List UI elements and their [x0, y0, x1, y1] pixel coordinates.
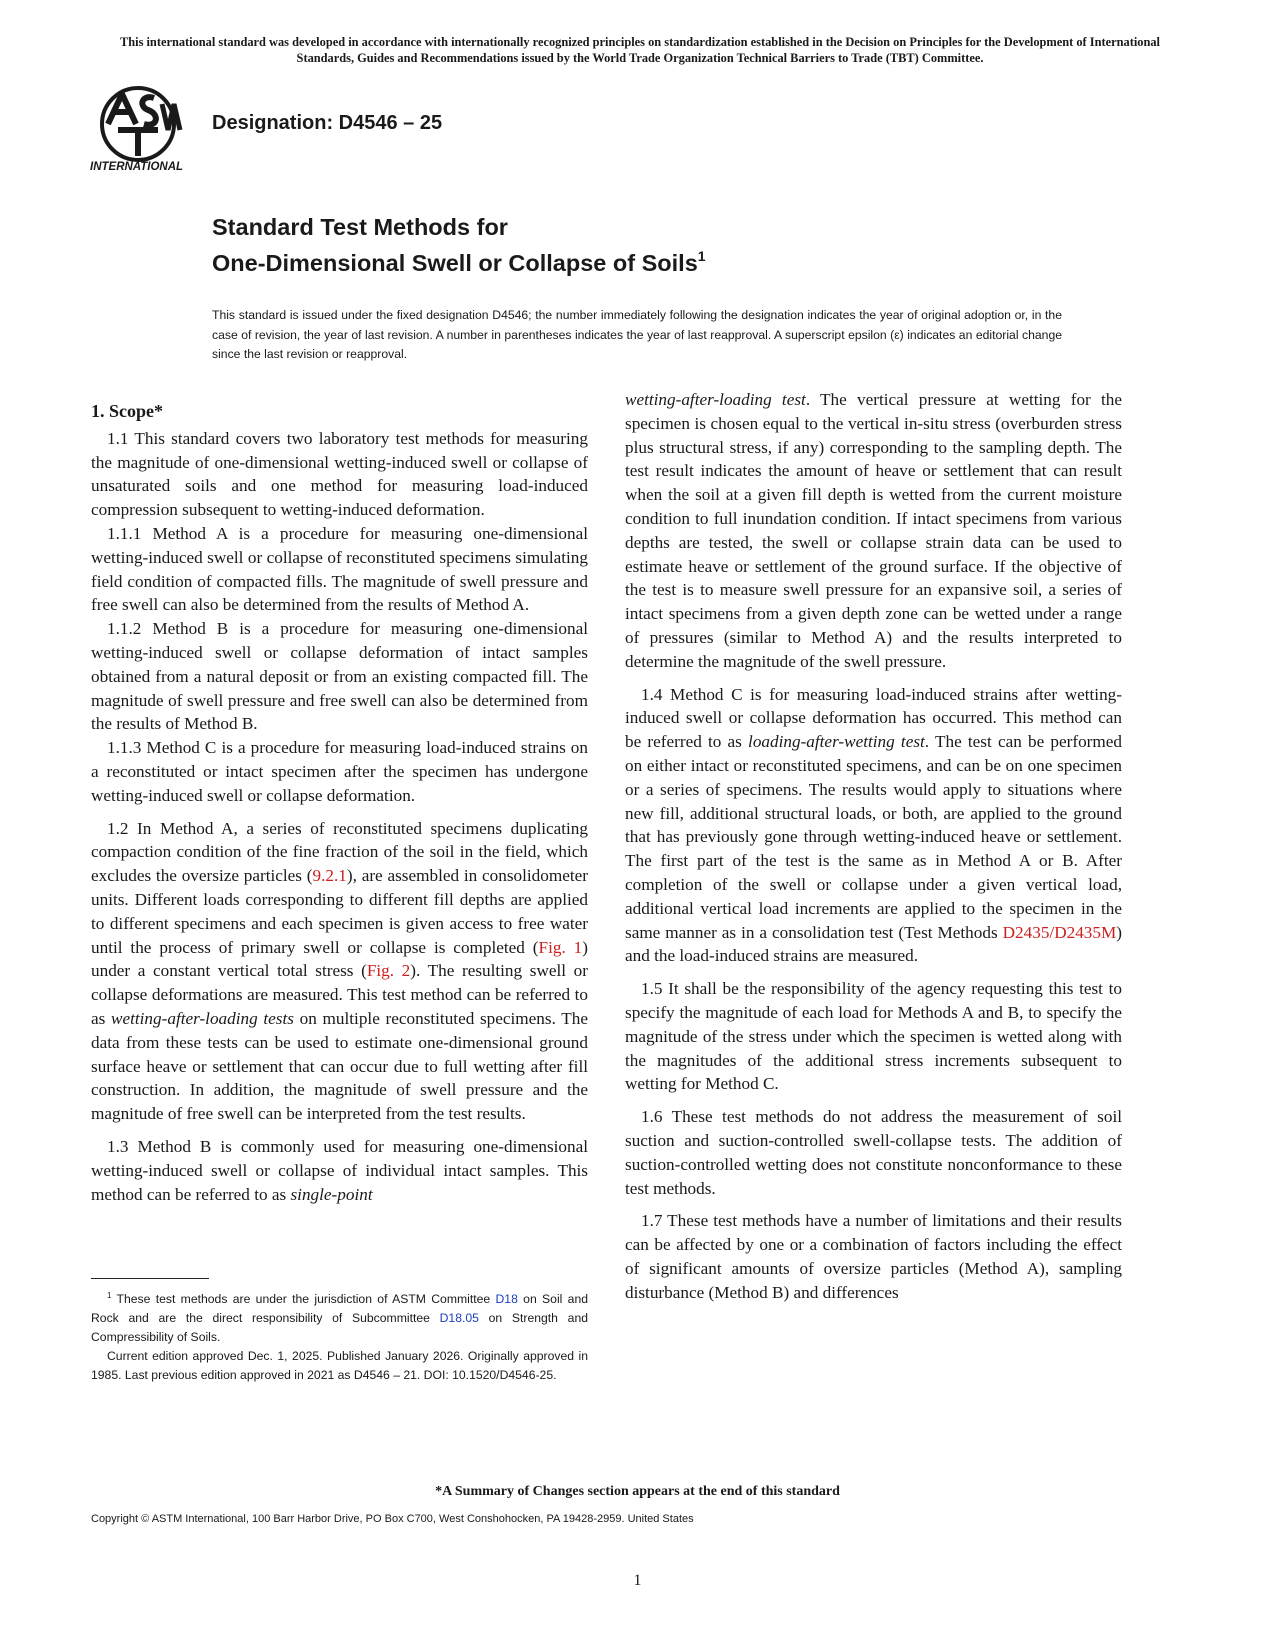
- paragraph-1-6: 1.6 These test methods do not address the measurement of soil suction and suction-controlled swell-collapse tests. The addition of suction-controlled wetting does not constitute nonconformance to these test methods.: [625, 1107, 1122, 1198]
- designation: Designation: D4546 – 25: [212, 112, 443, 134]
- footnote-divider: [91, 1278, 209, 1279]
- document-title: [212, 213, 706, 278]
- paragraph-1-1-1: 1.1.1 Method A is a procedure for measuring one-dimensional wetting-induced swell or collapse of reconstituted specimens simulating field condition of compacted fills. The magnitude of swell pressure and free swell can also be determined from the results of Method A.: [91, 523, 588, 615]
- astm-logo: [88, 84, 194, 174]
- copyright: Copyright © ASTM International, 100 Barr Harbor Drive, PO Box C700, West Conshohocken, PA 19428-2959. United States: [91, 1513, 694, 1525]
- left-column: [91, 400, 588, 1206]
- footnotes: [91, 1286, 588, 1385]
- paragraph-1-3-part1: 1.3 Method B is commonly used for measuring one-dimensional wetting-induced swell or collapse of individual intact samples. This method can be referred to as single-point: [91, 1136, 588, 1204]
- footnote-1: $^1$ These test methods are under the jurisdiction of ASTM Committee D18 on Soil and Rock and are the direct responsibility of Subcommittee D18.05 on Strength and Compressibility of Soils.: [91, 1291, 589, 1345]
- page-number: 1: [633, 1572, 642, 1589]
- issued-statement: This standard is issued under the fixed designation D4546; the number immediately following the designation indicates the year of original adoption or, in the case of revision, the year of last revision. A number in parentheses indicates the year of last reapproval. A superscript epsilon (ε) indicates an editorial change since the last revision or reapproval.: [212, 308, 1062, 361]
- footnote-edition: Current edition approved Dec. 1, 2025. Published January 2026. Originally approved in 1985. Last previous edition approved in 2021 as D4546 – 21. DOI: 10.1520/D4546-25.: [91, 1349, 588, 1383]
- paragraph-1-1-2: 1.1.2 Method B is a procedure for measuring one-dimensional wetting-induced swell or collapse deformation of intact samples obtained from a natural deposit or from an existing compacted fill. The magnitude of swell pressure and free swell can also be determined from the results of Method B.: [91, 619, 588, 734]
- logo-international-text: INTERNATIONAL: [90, 161, 184, 173]
- section-heading-scope: 1. Scope*: [91, 401, 163, 421]
- link-fig-2[interactable]: Fig. 2: [366, 961, 411, 981]
- title-line-2: One-Dimensional Swell or Collapse of Soils$^1$: [212, 248, 706, 276]
- paragraph-1-1-3: 1.1.3 Method C is a procedure for measuring load-induced strains on a reconstituted or intact specimen after the specimen has undergone wetting-induced swell or collapse deformation.: [91, 738, 588, 805]
- link-fig-1[interactable]: Fig. 1: [538, 937, 583, 957]
- paragraph-1-2: 1.2 In Method A, a series of reconstituted specimens duplicating compaction condition of the fine fraction of the soil in the field, which excludes the oversize particles (9.2.1), are assembled in consolidometer units. Different loads corresponding to different fill depths are applied to different specimens and each specimen is given access to free water until the process of primary swell or collapse is completed (Fig. 1) under a constant vertical total stress (Fig. 2). The resulting swell or collapse deformations are measured. This test method can be referred to as wetting-after-loading tests on multiple reconstituted specimens. The data from these tests can be used to estimate one-dimensional ground surface heave or settlement that can occur due to full wetting after fill construction. In addition, the magnitude of swell pressure and the magnitude of free swell can be interpreted from the test results.: [91, 818, 588, 1124]
- astm-logo-icon: [88, 84, 194, 174]
- paragraph-1-7: 1.7 These test methods have a number of limitations and their results can be affected by one or a combination of factors including the effect of significant amounts of oversize particles (Method A), sampling disturbance (Method B) and differences: [625, 1211, 1122, 1302]
- link-d2435[interactable]: D2435/D2435M: [1002, 922, 1117, 942]
- link-d18-05[interactable]: D18.05: [439, 1311, 479, 1326]
- link-d18[interactable]: D18: [495, 1292, 518, 1307]
- summary-of-changes-note: *A Summary of Changes section appears at the end of this standard: [435, 1484, 840, 1499]
- wto-notice: This international standard was developed in accordance with internationally recognized principles on standardization established in the Decision on Principles for the Development of International Standards, Guides and Recommendations issued by the World Trade Organization Technical Barriers to Trade (TBT) Committee.: [119, 35, 1161, 65]
- title-footnote-mark: 1: [697, 248, 706, 264]
- right-column: [625, 388, 1122, 1304]
- paragraph-1-5: 1.5 It shall be the responsibility of the agency requesting this test to specify the magnitude of each load for Methods A and B, to specify the magnitude of the stress under which the specimen is wetted along with the magnitudes of the additional stress increments subsequent to wetting for Method C.: [625, 979, 1122, 1094]
- title-line-1: Standard Test Methods for: [212, 214, 508, 240]
- paragraph-1-1: 1.1 This standard covers two laboratory test methods for measuring the magnitude of one-dimensional wetting-induced swell or collapse of unsaturated soils and one method for measuring load-induced compression subsequent to wetting-induced deformation.: [91, 428, 588, 520]
- paragraph-1-3-part2: wetting-after-loading test. The vertical pressure at wetting for the specimen is chosen equal to the vertical in-situ stress (overburden stress plus structural stress, if any) corresponding to the sampling depth. The test result indicates the amount of heave or settlement that can result when the soil at a given fill depth is wetted from the current moisture condition to full inundation condition. If intact specimens from various depths are tested, the swell or collapse strain data can be used to estimate heave or settlement of the ground surface. If the objective of the test is to measure swell pressure for an expansive soil, a series of intact specimens from a given depth zone can be wetted under a range of pressures (similar to Method A) and the results interpreted to determine the magnitude of the swell pressure.: [625, 390, 1122, 671]
- paragraph-1-4: 1.4 Method C is for measuring load-induced strains after wetting-induced swell or collapse deformation has occurred. This method can be referred to as loading-after-wetting test. The test can be performed on either intact or reconstituted specimens, and can be on one specimen or a series of specimens. The results would apply to situations where new fill, additional structural loads, or both, are applied to the ground that has previously gone through wetting-induced heave or settlement. The first part of the test is the same as in Method A or B. After completion of the swell or collapse under a given vertical load, additional vertical load increments are applied to the specimen in the same manner as in a consolidation test (Test Methods D2435/D2435M) and the load-induced strains are measured.: [625, 684, 1122, 966]
- link-section-9-2-1[interactable]: 9.2.1: [312, 866, 347, 886]
